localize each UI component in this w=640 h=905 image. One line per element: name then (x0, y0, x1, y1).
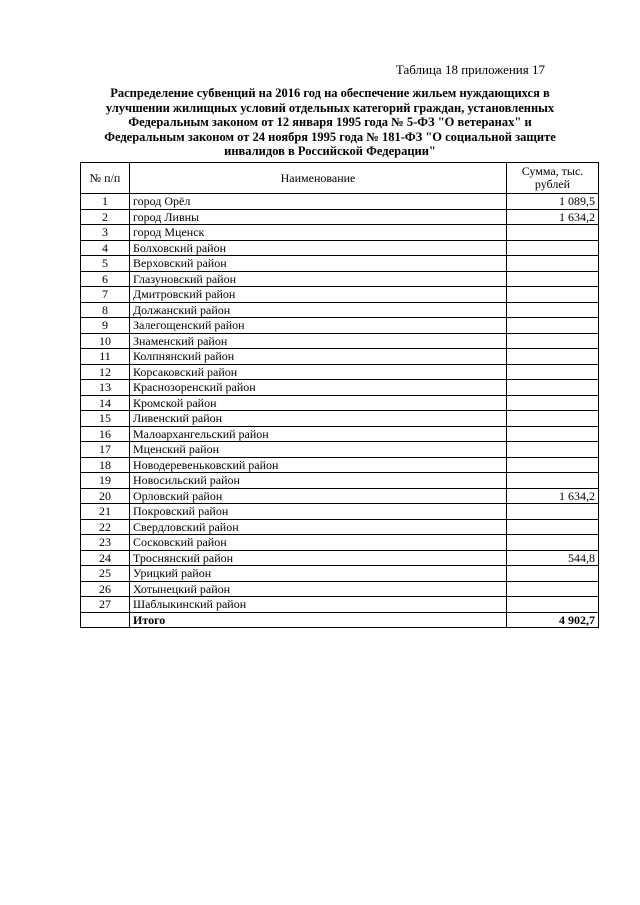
row-sum-cell (507, 581, 599, 597)
row-number-cell: 16 (81, 426, 130, 442)
row-number-cell: 27 (81, 597, 130, 613)
table-row (81, 473, 599, 489)
table-row (81, 426, 599, 442)
row-sum-cell (507, 333, 599, 349)
table-row (81, 442, 599, 458)
table-row (81, 566, 599, 582)
row-sum-cell (507, 473, 599, 489)
row-number-cell: 22 (81, 519, 130, 535)
row-number-cell: 4 (81, 240, 130, 256)
row-sum-cell: 1 634,2 (507, 209, 599, 225)
row-sum-cell (507, 597, 599, 613)
document-title: Распределение субвенций на 2016 год на обеспечение жильем нуждающихся в улучшении жилищных условий отдельных категорий граждан, установленных Федеральным законом от 12 января 1995 года № 5-ФЗ "О ветеранах" и Федеральным законом от 24 ноября 1995 года № 181-ФЗ "О социальной защите инвалидов в Российской Федерации" (104, 86, 556, 159)
row-sum-cell (507, 302, 599, 318)
row-name-cell: Колпнянский район (130, 349, 507, 365)
total-sum-cell: 4 902,7 (507, 612, 599, 628)
row-number-cell: 1 (81, 194, 130, 210)
row-name-cell: Дмитровский район (130, 287, 507, 303)
row-name-cell: Новосильский район (130, 473, 507, 489)
subvention-table (80, 162, 599, 628)
row-sum-cell (507, 256, 599, 272)
row-name-cell: Хотынецкий район (130, 581, 507, 597)
row-number-cell: 26 (81, 581, 130, 597)
row-name-cell: Урицкий район (130, 566, 507, 582)
row-number-cell: 13 (81, 380, 130, 396)
row-name-cell: Кромской район (130, 395, 507, 411)
row-name-cell: Новодеревеньковский район (130, 457, 507, 473)
row-sum-cell (507, 504, 599, 520)
total-label-cell: Итого (130, 612, 507, 628)
row-number-cell: 25 (81, 566, 130, 582)
row-name-cell: Троснянский район (130, 550, 507, 566)
row-sum-cell (507, 395, 599, 411)
row-name-cell: Корсаковский район (130, 364, 507, 380)
table-header-row (81, 163, 599, 194)
table-row (81, 209, 599, 225)
table-row (81, 380, 599, 396)
row-number-cell: 9 (81, 318, 130, 334)
table-row (81, 225, 599, 241)
row-sum-cell (507, 566, 599, 582)
row-sum-cell (507, 364, 599, 380)
row-name-cell: Болховский район (130, 240, 507, 256)
row-name-cell: Верховский район (130, 256, 507, 272)
row-number-cell: 8 (81, 302, 130, 318)
table-row (81, 519, 599, 535)
table-row (81, 395, 599, 411)
row-name-cell: Шаблыкинский район (130, 597, 507, 613)
row-number-cell: 7 (81, 287, 130, 303)
table-row (81, 349, 599, 365)
table-row (81, 411, 599, 427)
header-number: № п/п (81, 163, 130, 194)
table-row (81, 333, 599, 349)
table-body (81, 194, 599, 613)
row-sum-cell (507, 457, 599, 473)
table-row (81, 364, 599, 380)
row-number-cell: 2 (81, 209, 130, 225)
row-sum-cell (507, 271, 599, 287)
row-sum-cell (507, 240, 599, 256)
row-sum-cell (507, 287, 599, 303)
row-number-cell: 24 (81, 550, 130, 566)
row-sum-cell: 1 634,2 (507, 488, 599, 504)
row-name-cell: город Орёл (130, 194, 507, 210)
row-number-cell: 3 (81, 225, 130, 241)
table-row (81, 271, 599, 287)
row-sum-cell (507, 349, 599, 365)
table-row (81, 488, 599, 504)
table-row (81, 504, 599, 520)
total-number-cell (81, 612, 130, 628)
row-name-cell: Покровский район (130, 504, 507, 520)
row-sum-cell: 544,8 (507, 550, 599, 566)
table-row (81, 318, 599, 334)
row-number-cell: 15 (81, 411, 130, 427)
row-number-cell: 20 (81, 488, 130, 504)
row-number-cell: 21 (81, 504, 130, 520)
table-row (81, 581, 599, 597)
row-number-cell: 10 (81, 333, 130, 349)
total-row (81, 612, 599, 628)
row-name-cell: Должанский район (130, 302, 507, 318)
row-name-cell: город Ливны (130, 209, 507, 225)
row-sum-cell (507, 225, 599, 241)
row-number-cell: 17 (81, 442, 130, 458)
row-name-cell: Краснозоренский район (130, 380, 507, 396)
row-name-cell: Сосковский район (130, 535, 507, 551)
row-sum-cell (507, 535, 599, 551)
table-row (81, 597, 599, 613)
row-sum-cell: 1 089,5 (507, 194, 599, 210)
row-name-cell: Орловский район (130, 488, 507, 504)
row-number-cell: 23 (81, 535, 130, 551)
row-sum-cell (507, 380, 599, 396)
row-sum-cell (507, 426, 599, 442)
table-row (81, 256, 599, 272)
row-name-cell: Мценский район (130, 442, 507, 458)
table-row (81, 240, 599, 256)
table-caption: Таблица 18 приложения 17 (395, 62, 545, 77)
row-number-cell: 6 (81, 271, 130, 287)
row-number-cell: 12 (81, 364, 130, 380)
header-sum: Сумма, тыс. рублей (507, 163, 599, 194)
table-row (81, 287, 599, 303)
row-sum-cell (507, 411, 599, 427)
row-name-cell: Глазуновский район (130, 271, 507, 287)
table-row (81, 550, 599, 566)
row-sum-cell (507, 442, 599, 458)
row-number-cell: 11 (81, 349, 130, 365)
row-name-cell: Ливенский район (130, 411, 507, 427)
table-row (81, 302, 599, 318)
row-number-cell: 14 (81, 395, 130, 411)
row-number-cell: 5 (81, 256, 130, 272)
row-name-cell: Знаменский район (130, 333, 507, 349)
row-name-cell: Залегощенский район (130, 318, 507, 334)
row-sum-cell (507, 519, 599, 535)
table-row (81, 457, 599, 473)
row-name-cell: город Мценск (130, 225, 507, 241)
table-row (81, 535, 599, 551)
row-number-cell: 19 (81, 473, 130, 489)
row-sum-cell (507, 318, 599, 334)
row-number-cell: 18 (81, 457, 130, 473)
header-name: Наименование (130, 163, 507, 194)
row-name-cell: Малоархангельский район (130, 426, 507, 442)
row-name-cell: Свердловский район (130, 519, 507, 535)
table-row (81, 194, 599, 210)
